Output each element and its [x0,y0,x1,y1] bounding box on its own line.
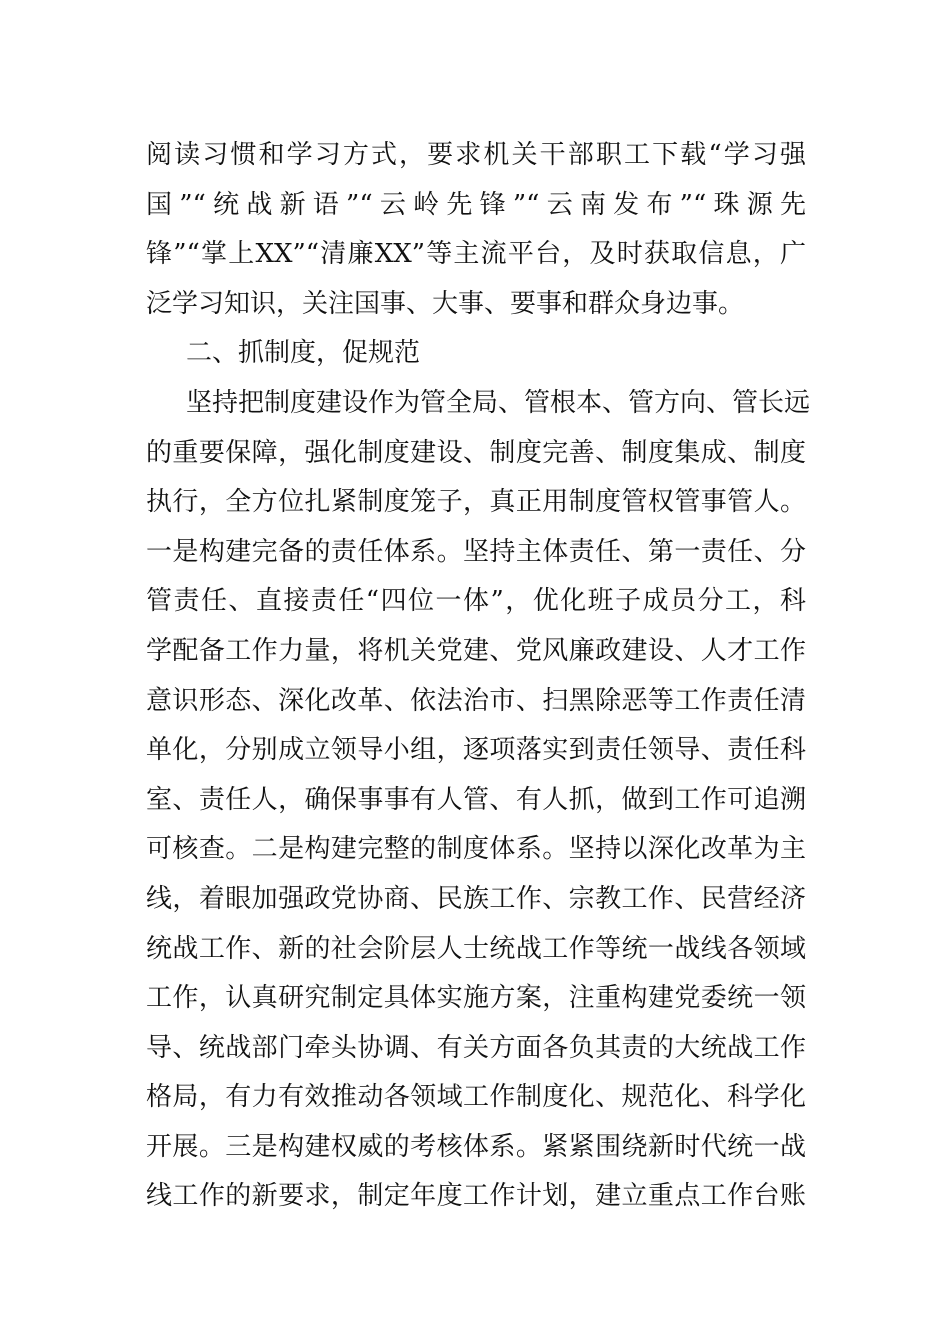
text-line: 工作，认真研究制定具体实施方案，注重构建党委统一领 [146,983,806,1014]
text-line: 学配备工作力量，将机关党建、党风廉政建设、人才工作 [146,635,806,666]
text-line: 一是构建完备的责任体系。坚持主体责任、第一责任、分 [146,536,806,567]
text-line: 格局，有力有效推动各领域工作制度化、规范化、科学化 [146,1082,806,1113]
text-line: 坚持把制度建设作为管全局、管根本、管方向、管长远 [186,387,811,418]
text-line: 单化，分别成立领导小组，逐项落实到责任领导、责任科 [146,735,806,766]
text-line: 可核查。二是构建完整的制度体系。坚持以深化改革为主 [146,834,806,865]
text-line: 室、责任人，确保事事有人管、有人抓，做到工作可追溯 [146,784,806,815]
text-line: 统战工作、新的社会阶层人士统战工作等统一战线各领域 [146,933,806,964]
text-line: 阅读习惯和学习方式，要求机关干部职工下载“学习强 [146,140,806,170]
text-line: 线工作的新要求，制定年度工作计划，建立重点工作台账 [146,1181,806,1212]
text-line: 管责任、直接责任“四位一体”，优化班子成员分工，科 [146,586,806,617]
text-line: 意识形态、深化改革、依法治市、扫黑除恶等工作责任清 [146,685,806,716]
text-line: 泛学习知识，关注国事、大事、要事和群众身边事。 [146,288,745,319]
text-line: 的重要保障，强化制度建设、制度完善、制度集成、制度 [146,437,806,468]
text-line: 国”“统战新语”“云岭先锋”“云南发布”“珠源先 [146,189,806,220]
text-line: 锋”“掌上XX”“清廉XX”等主流平台，及时获取信息，广 [146,239,806,270]
text-line: 线，着眼加强政党协商、民族工作、宗教工作、民营经济 [146,883,806,914]
text-line: 开展。三是构建权威的考核体系。紧紧围绕新时代统一战 [146,1131,806,1162]
text-line: 执行，全方位扎紧制度笼子，真正用制度管权管事管人。 [146,487,806,518]
text-line: 导、统战部门牵头协调、有关方面各负其责的大统战工作 [146,1032,806,1063]
text-line: 二、抓制度，促规范 [186,338,421,369]
body-text [146,131,811,1222]
